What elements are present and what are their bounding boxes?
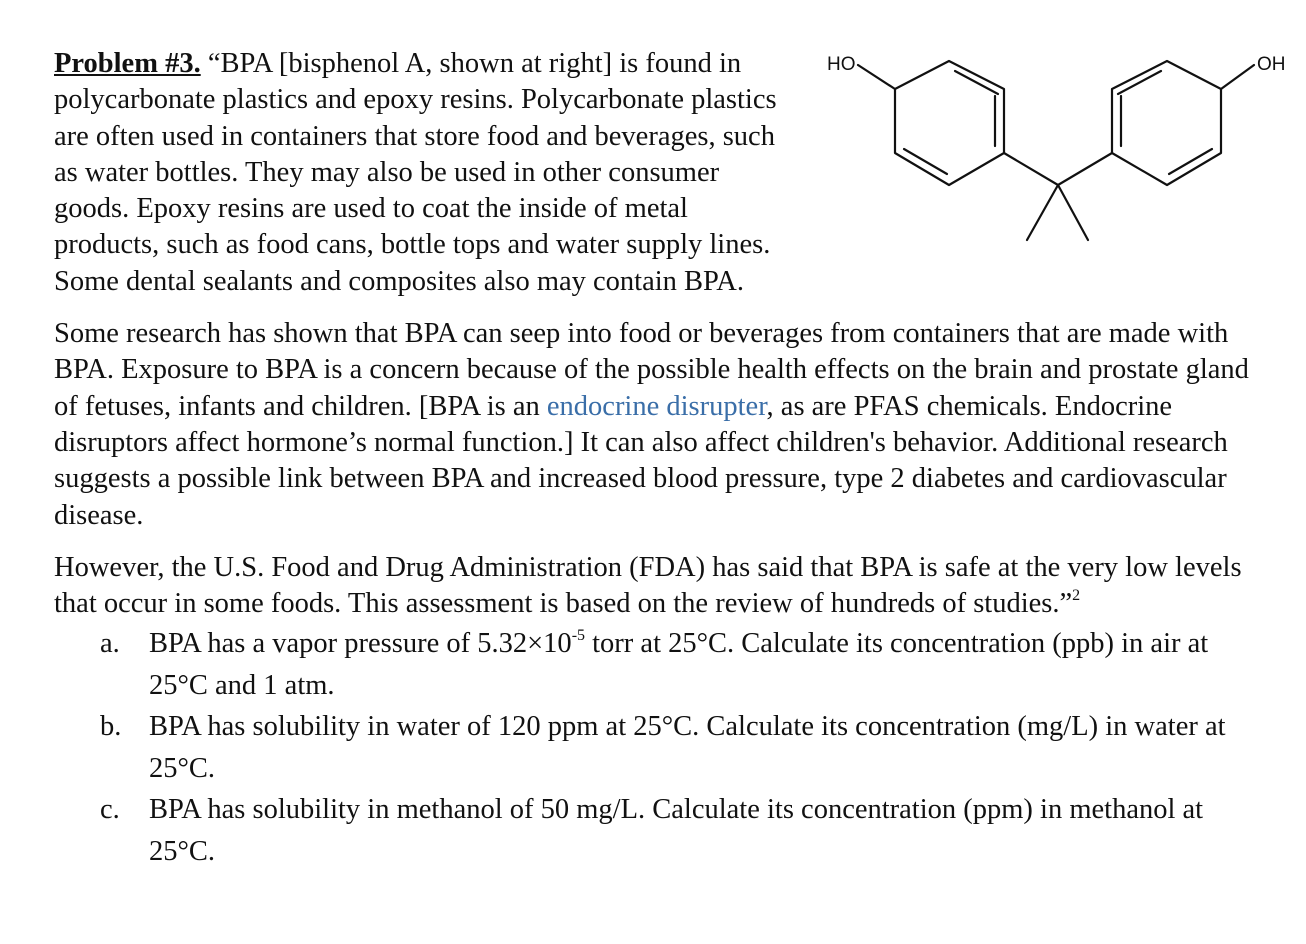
fda-paragraph — [54, 550, 1269, 623]
part-b-text: BPA has solubility in water of 120 ppm at 25°C. Calculate its concentration (mg/L) in water at 25°C. — [149, 711, 1226, 784]
hydroxyl-label-right: OH — [1257, 54, 1286, 75]
problem-title: Problem #3. — [54, 48, 201, 79]
document-page — [54, 46, 1286, 872]
bond-left-hydroxyl — [858, 65, 895, 89]
part-a-text-1: BPA has a vapor pressure of 5.32×10 — [149, 628, 572, 660]
bpa-bonds — [858, 61, 1254, 240]
question-part-c — [54, 789, 1269, 872]
footnote-marker: 2 — [1072, 587, 1081, 605]
part-a-text-2: torr at 25°C. Calculate its concentration (ppb) in air at 25°C and 1 atm. — [149, 628, 1209, 701]
part-b-marker: b. — [100, 711, 122, 743]
part-a-exponent: -5 — [571, 627, 586, 645]
fda-text: However, the U.S. Food and Drug Administration (FDA) has said that BPA is safe at the very low levels that occur in some foods. This assessment is based on the review of hundreds of studies.” — [54, 551, 1242, 620]
left-benzene-ring — [895, 61, 1004, 185]
intro-text: “BPA [bisphenol A, shown at right] is found in polycarbonate plastics and epoxy resins. Polycarbonate plastics are often used in containers that store food and beverages, such as water bottles. They may also be used in other consumer goods. Epoxy resins are used to coat the inside of metal products, such as food cans, bottle tops and water supply lines. Some dental sealants and composites also may contain BPA. — [54, 48, 777, 297]
methyl-right — [1058, 185, 1088, 240]
question-part-b — [54, 706, 1269, 789]
question-part-a — [54, 623, 1269, 706]
bpa-structure-figure — [799, 38, 1289, 260]
hydroxyl-label-left: HO — [827, 54, 856, 75]
bond-right-ring-to-center — [1058, 153, 1112, 185]
health-text-2: , as are PFAS chemicals. Endocrine disruptors affect hormone’s normal function.] It can also affect children's behavior. Additional research suggests a possible link between BPA and increased blood pressure, type 2 diabetes and cardiovascular disease. — [54, 390, 1228, 531]
bpa-molecule-diagram — [799, 38, 1289, 260]
part-c-text: BPA has solubility in methanol of 50 mg/L. Calculate its concentration (ppm) in methanol at 25°C. — [149, 794, 1204, 867]
health-text-1: Some research has shown that BPA can seep into food or beverages from containers that are made with BPA. Exposure to BPA is a concern because of the possible health effects on the brain and prostate gland of fetuses, infants and children. [BPA is an — [54, 318, 1249, 422]
bond-right-hydroxyl — [1221, 65, 1254, 89]
question-parts-list — [54, 623, 1269, 872]
bond-left-ring-to-center — [1004, 153, 1058, 185]
right-benzene-ring — [1112, 61, 1221, 185]
part-a-marker: a. — [100, 628, 120, 660]
methyl-left — [1027, 185, 1058, 240]
part-c-marker: c. — [100, 794, 120, 826]
health-effects-paragraph — [54, 316, 1269, 534]
endocrine-disrupter-link[interactable]: endocrine disrupter — [546, 390, 767, 422]
